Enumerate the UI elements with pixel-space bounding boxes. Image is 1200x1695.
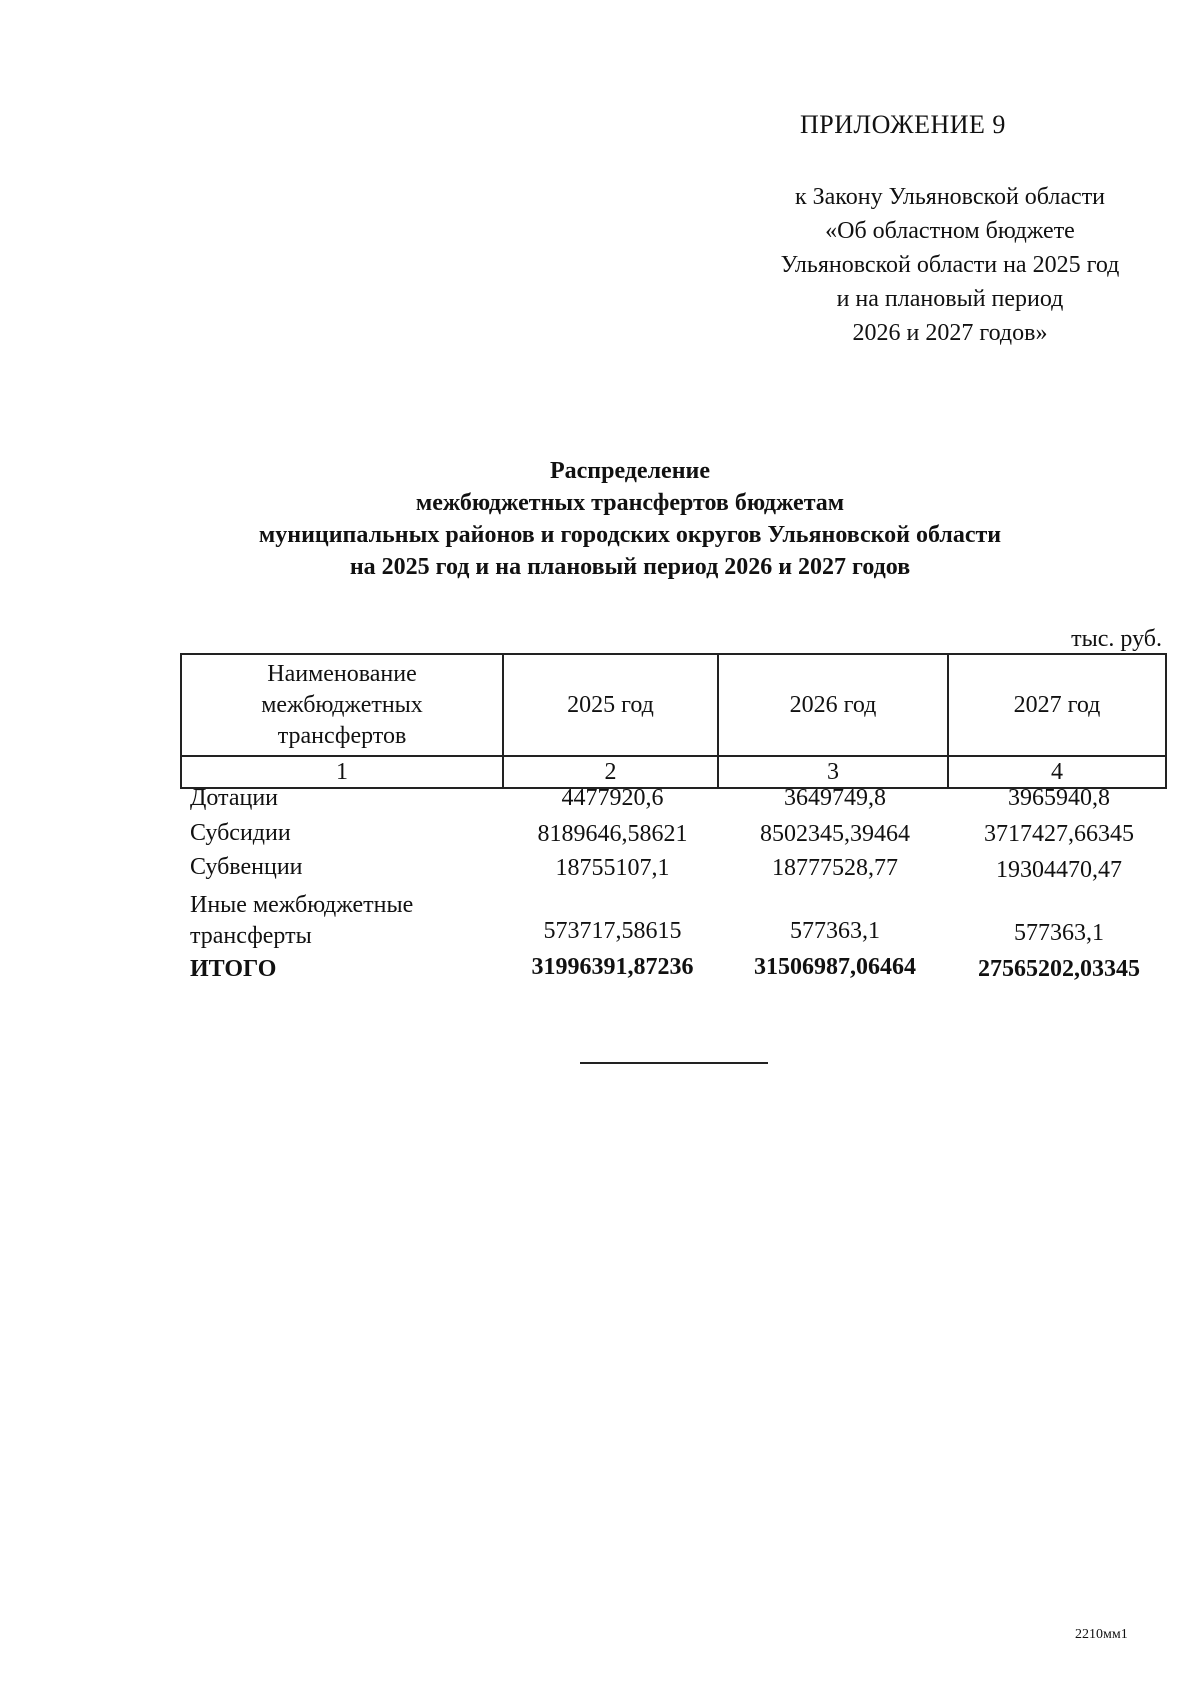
document-heading bbox=[180, 455, 1080, 583]
header-2027-cell: 2027 год bbox=[948, 654, 1166, 756]
header-2026-cell: 2026 год bbox=[718, 654, 948, 756]
document-heading-line: межбюджетных трансфертов бюджетам bbox=[415, 490, 845, 516]
row-label bbox=[190, 888, 490, 953]
value-2026: 3649749,8 bbox=[784, 785, 886, 811]
document-heading-line: на 2025 год и на плановый период 2026 и 2027 годов bbox=[349, 554, 911, 580]
row-label-line: Иные межбюджетные bbox=[190, 892, 414, 918]
row-label: Субсидии bbox=[190, 820, 291, 846]
appendix-title: ПРИЛОЖЕНИЕ 9 bbox=[800, 110, 1006, 139]
document-heading-line: муниципальных районов и городских округов Ульяновской области bbox=[258, 522, 1002, 548]
transfers-table-header bbox=[180, 653, 1167, 789]
document-heading-line: Распределение bbox=[549, 458, 711, 484]
separator-line bbox=[580, 1062, 768, 1064]
value-2027: 577363,1 bbox=[1014, 920, 1104, 946]
value-2025: 4477920,6 bbox=[561, 785, 664, 811]
header-name-line: трансфертов bbox=[277, 722, 407, 749]
law-reference-line: и на плановый период bbox=[836, 286, 1064, 312]
value-2027: 3965940,8 bbox=[1008, 785, 1110, 811]
value-2026: 18777528,77 bbox=[772, 855, 898, 881]
value-2026: 8502345,39464 bbox=[760, 821, 910, 847]
footer-code: 2210мм1 bbox=[1075, 1627, 1128, 1642]
header-name-line: межбюджетных bbox=[261, 691, 423, 718]
column-number-cell: 4 bbox=[948, 756, 1166, 788]
law-reference-line: «Об областном бюджете bbox=[825, 218, 1075, 244]
column-number-cell: 2 bbox=[503, 756, 718, 788]
header-name-cell bbox=[181, 654, 503, 756]
value-2025: 31996391,87236 bbox=[531, 954, 694, 980]
table-header-row bbox=[181, 654, 1166, 756]
table-row bbox=[180, 855, 1168, 890]
law-reference-line: к Закону Ульяновской области bbox=[794, 184, 1106, 210]
column-number-cell: 3 bbox=[718, 756, 948, 788]
row-label-line: трансферты bbox=[190, 923, 312, 949]
value-2025: 18755107,1 bbox=[555, 855, 670, 881]
value-2027: 27565202,03345 bbox=[978, 956, 1140, 982]
value-2026: 577363,1 bbox=[790, 918, 880, 944]
header-name-line: Наименование bbox=[267, 660, 417, 687]
row-label: Субвенции bbox=[190, 854, 303, 880]
law-reference-line: 2026 и 2027 годов» bbox=[852, 320, 1048, 346]
transfers-table-body bbox=[180, 783, 1168, 988]
value-2027: 3717427,66345 bbox=[984, 821, 1134, 847]
law-reference-line: Ульяновской области на 2025 год bbox=[780, 252, 1120, 278]
value-2025: 8189646,58621 bbox=[537, 821, 688, 847]
table-row bbox=[180, 890, 1168, 952]
value-2025: 573717,58615 bbox=[543, 918, 682, 944]
law-reference bbox=[740, 180, 1160, 350]
table-row bbox=[180, 783, 1168, 819]
row-label: ИТОГО bbox=[190, 956, 277, 982]
units-label: тыс. руб. bbox=[1071, 626, 1162, 652]
value-2027: 19304470,47 bbox=[996, 857, 1122, 883]
row-label: Дотации bbox=[190, 785, 279, 811]
table-row-total bbox=[180, 952, 1168, 988]
value-2026: 31506987,06464 bbox=[754, 954, 916, 980]
column-number-cell: 1 bbox=[181, 756, 503, 788]
header-2025-cell: 2025 год bbox=[503, 654, 718, 756]
